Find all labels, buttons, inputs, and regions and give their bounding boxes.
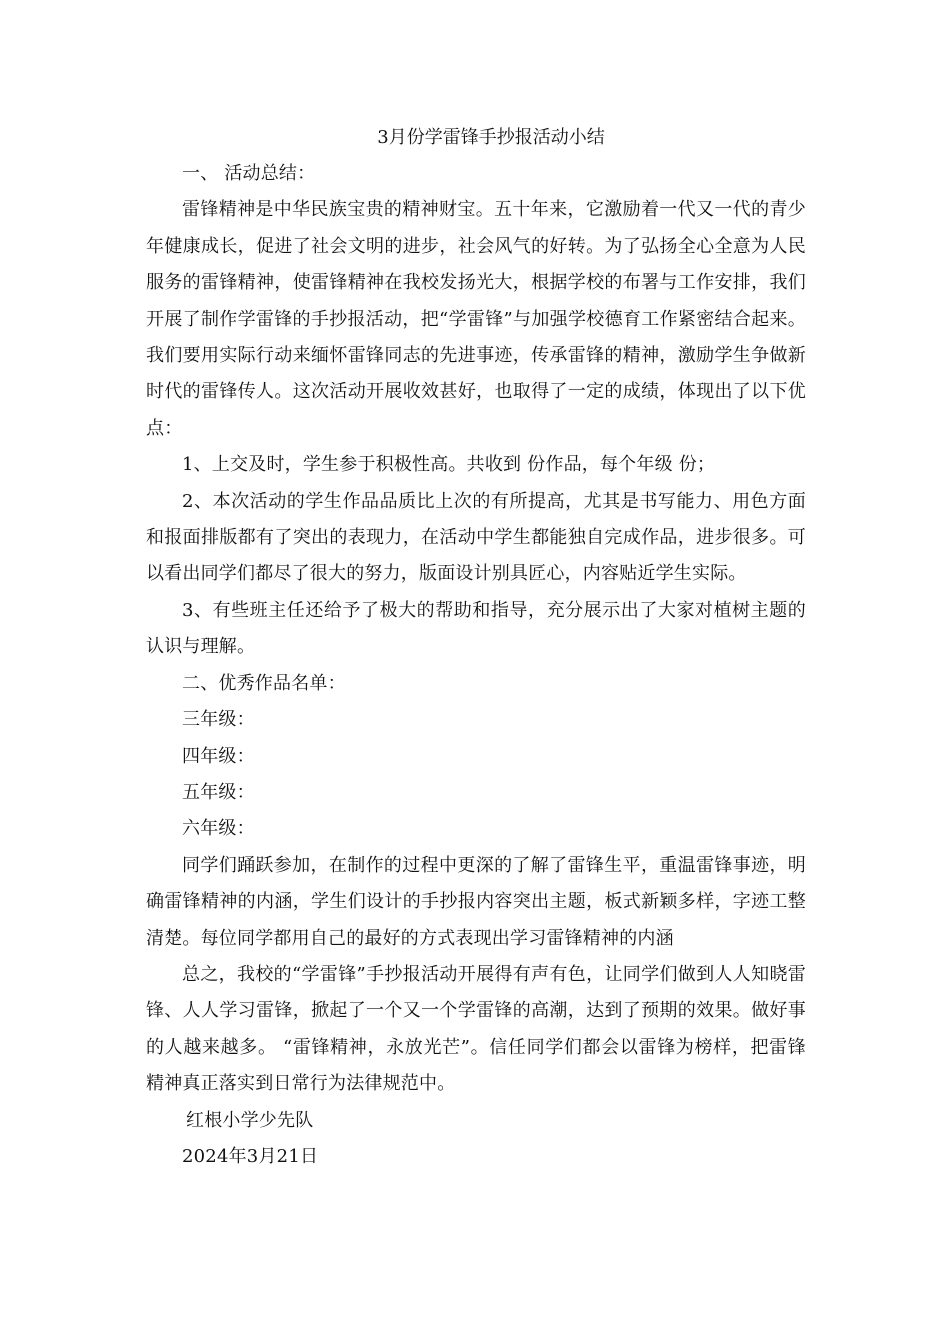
section-heading-works: 二、优秀作品名单： bbox=[182, 672, 346, 694]
document-page bbox=[146, 120, 806, 1175]
document-title: 3月份学雷锋手抄报活动小结 bbox=[377, 127, 605, 148]
grade-three-label: 三年级： bbox=[182, 709, 255, 731]
list-item-2: 2、本次活动的学生作品品质比上次的有所提高，尤其是书写能力、用色方面和报面排版都有了突出的表现力，在活动中学生都能独自完成作品，进步很多。可以看出同学们都尽了很大的努力，版面设计别具匠心，内容贴近学生实际。 bbox=[146, 490, 806, 585]
paragraph-conclusion: 总之，我校的“学雷锋”手抄报活动开展得有声有色，让同学们做到人人知晓雷锋、人人学习雷锋，掀起了一个又一个学雷锋的高潮，达到了预期的效果。做好事的人越来越多。 “雷锋精神，永放光芒”。信任同学们都会以雷锋为榜样，把雷锋精神真正落实到日常行为法律规范中。 bbox=[146, 963, 806, 1095]
grade-five-label: 五年级： bbox=[182, 781, 255, 803]
signature-organization: 红根小学少先队 bbox=[186, 1109, 314, 1131]
grade-six-label: 六年级： bbox=[182, 818, 255, 840]
grade-four-label: 四年级： bbox=[182, 745, 255, 767]
list-item-3: 3、有些班主任还给予了极大的帮助和指导，充分展示出了大家对植树主题的认识与理解。 bbox=[146, 599, 806, 658]
list-item-1: 1、上交及时，学生参于积极性高。共收到 份作品，每个年级 份； bbox=[182, 454, 716, 476]
section-heading-summary: 一、 活动总结： bbox=[182, 163, 316, 184]
paragraph-participation: 同学们踊跃参加，在制作的过程中更深的了解了雷锋生平，重温雷锋事迹，明确雷锋精神的内涵，学生们设计的手抄报内容突出主题，板式新颖多样，字迹工整清楚。每位同学都用自己的最好的方式表现出学习雷锋精神的内涵 bbox=[146, 854, 806, 949]
signature-date: 2024年3月21日 bbox=[182, 1145, 319, 1167]
paragraph-intro: 雷锋精神是中华民族宝贵的精神财宝。五十年来，它激励着一代又一代的青少年健康成长，促进了社会文明的进步，社会风气的好转。为了弘扬全心全意为人民服务的雷锋精神，使雷锋精神在我校发扬光大，根据学校的布署与工作安排，我们开展了制作学雷锋的手抄报活动，把“学雷锋”与加强学校德育工作紧密结合起来。我们要用实际行动来缅怀雷锋同志的先进事迹，传承雷锋的精神，激励学生争做新时代的雷锋传人。这次活动开展收效甚好，也取得了一定的成绩，体现出了以下优点： bbox=[146, 199, 806, 439]
